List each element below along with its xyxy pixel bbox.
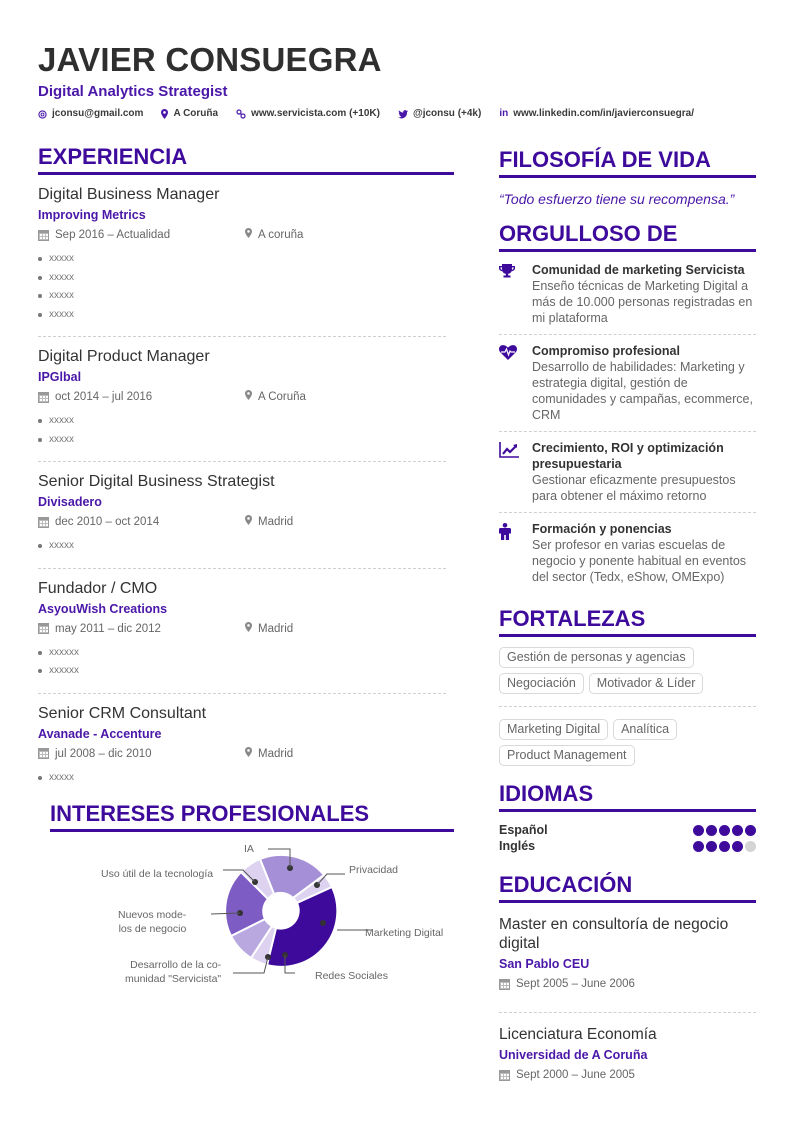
job-title: Senior CRM Consultant bbox=[38, 704, 207, 722]
section-heading-idiomas: IDIOMAS bbox=[499, 780, 756, 812]
education-dates: Sept 2000 – June 2005 bbox=[516, 1069, 635, 1081]
job-dates: oct 2014 – jul 2016 bbox=[55, 391, 153, 403]
bullet-item: xxxxx bbox=[38, 306, 446, 325]
location-pin-icon bbox=[245, 621, 252, 637]
language-item bbox=[499, 838, 756, 854]
degree-title: Master en consultoría de negocio digital bbox=[499, 916, 729, 952]
strength-tag: Motivador & Líder bbox=[589, 673, 704, 694]
language-name: Inglés bbox=[499, 839, 536, 853]
strength-tag: Product Management bbox=[499, 745, 635, 766]
language-level-4-of-5 bbox=[693, 841, 756, 852]
trophy-icon bbox=[499, 262, 532, 326]
life-quote: “Todo esfuerzo tiene su recompensa.” bbox=[499, 191, 735, 207]
job-company: AsyouWish Creations bbox=[38, 601, 168, 616]
achievement-title: Formación y ponencias bbox=[532, 522, 672, 536]
school-name: Universidad de A Coruña bbox=[499, 1048, 648, 1062]
contact-linkedin[interactable]: in www.linkedin.com/in/javierconsuegra/ bbox=[499, 108, 695, 119]
person-name: JAVIER CONSUEGRA bbox=[38, 41, 382, 78]
language-name: Español bbox=[499, 823, 548, 837]
contact-website[interactable]: www.servicista.com (+10K) bbox=[236, 107, 380, 121]
experience-entry bbox=[38, 175, 446, 337]
section-heading-filosofia: FILOSOFÍA DE VIDA bbox=[499, 146, 756, 178]
bullet-item: xxxxx bbox=[38, 537, 446, 556]
achievement-item bbox=[499, 432, 756, 513]
section-heading-intereses: INTERESES PROFESIONALES bbox=[50, 800, 454, 832]
achievement-item bbox=[499, 513, 756, 593]
bullet-item: xxxxx bbox=[38, 412, 446, 431]
job-title: Digital Product Manager bbox=[38, 348, 210, 365]
job-location: Madrid bbox=[258, 747, 294, 760]
left-column bbox=[38, 143, 454, 791]
label-privacidad: Privacidad bbox=[349, 864, 399, 876]
strength-tag: Negociación bbox=[499, 673, 584, 694]
job-location: Madrid bbox=[258, 516, 294, 528]
achievement-title: Comunidad de marketing Servicista bbox=[532, 263, 745, 277]
section-heading-orgulloso: ORGULLOSO DE bbox=[499, 220, 756, 252]
experience-entry bbox=[38, 694, 446, 792]
strength-tag: Marketing Digital bbox=[499, 719, 608, 740]
strengths-group-1 bbox=[499, 637, 756, 707]
job-title: Digital Business Manager bbox=[38, 186, 220, 203]
location-pin-icon bbox=[245, 514, 252, 530]
education-entry bbox=[499, 1013, 756, 1095]
label-nuevos-modelos: Nuevos mode- los de negocio bbox=[118, 909, 187, 935]
job-dates: may 2011 – dic 2012 bbox=[55, 622, 161, 635]
job-bullets bbox=[38, 769, 446, 788]
calendar-icon bbox=[38, 230, 49, 241]
label-desarrollo-comunidad: Desarrollo de la co- munidad "Servicista" bbox=[125, 959, 222, 985]
job-bullets bbox=[38, 412, 446, 449]
section-heading-experiencia: EXPERIENCIA bbox=[38, 143, 454, 175]
degree-title: Licenciatura Economía bbox=[499, 1026, 657, 1043]
achievement-title: Compromiso profesional bbox=[532, 344, 680, 358]
calendar-icon bbox=[38, 392, 49, 403]
job-dates: Sep 2016 – Actualidad bbox=[55, 229, 171, 241]
section-heading-fortalezas: FORTALEZAS bbox=[499, 605, 756, 637]
education-dates: Sept 2005 – June 2006 bbox=[516, 978, 635, 990]
person-icon bbox=[499, 521, 532, 585]
at-icon bbox=[38, 110, 47, 119]
bullet-item: xxxxx bbox=[38, 431, 446, 450]
job-location: A Coruña bbox=[258, 391, 306, 403]
interests-section bbox=[50, 800, 454, 996]
label-redes-sociales: Redes Sociales bbox=[315, 970, 388, 982]
language-item bbox=[499, 822, 756, 838]
bullet-item: xxxxx bbox=[38, 269, 446, 288]
location-pin-icon bbox=[245, 227, 252, 243]
label-ia: IA bbox=[244, 843, 254, 855]
label-uso-util: Uso útil de la tecnología bbox=[101, 868, 214, 880]
achievements-list bbox=[499, 254, 756, 593]
bullet-item: xxxxx bbox=[38, 769, 446, 788]
bullet-item: xxxxx bbox=[38, 250, 446, 269]
experience-entry bbox=[38, 462, 446, 569]
job-title: Senior Digital Business Strategist bbox=[38, 473, 275, 490]
donut-svg bbox=[50, 836, 470, 996]
job-location: Madrid bbox=[258, 622, 294, 635]
achievement-desc: Ser profesor en varias escuelas de negocio y ponente habitual en eventos del sector (Tedx, eShow, OMExpo) bbox=[532, 538, 747, 584]
job-company: Improving Metrics bbox=[38, 208, 146, 222]
job-bullets bbox=[38, 537, 446, 556]
language-level-5-of-5 bbox=[693, 825, 756, 836]
job-location: A coruña bbox=[258, 229, 304, 241]
job-dates: dec 2010 – oct 2014 bbox=[55, 516, 160, 528]
calendar-icon bbox=[499, 1070, 510, 1081]
bullet-item: xxxxxx bbox=[38, 644, 446, 663]
bullet-item: xxxxxx bbox=[38, 662, 446, 681]
contact-email[interactable]: jconsu@gmail.com bbox=[38, 107, 143, 121]
strengths-group-2 bbox=[499, 707, 756, 776]
strength-tag: Analítica bbox=[613, 719, 677, 740]
experience-entry bbox=[38, 337, 446, 462]
bullet-item: xxxxx bbox=[38, 287, 446, 306]
languages-list bbox=[499, 822, 756, 854]
achievement-title: Crecimiento, ROI y optimización presupuestaria bbox=[532, 441, 724, 471]
achievement-desc: Enseño técnicas de Marketing Digital a más de 10.000 personas registradas en mi plataforma bbox=[532, 279, 753, 325]
strength-tag: Gestión de personas y agencias bbox=[499, 647, 694, 668]
location-pin-icon bbox=[161, 109, 168, 119]
education-list bbox=[499, 903, 756, 1095]
school-name: San Pablo CEU bbox=[499, 957, 590, 971]
job-bullets bbox=[38, 250, 446, 324]
section-heading-educacion: EDUCACIÓN bbox=[499, 871, 756, 903]
calendar-icon bbox=[38, 748, 49, 759]
label-marketing-digital: Marketing Digital bbox=[365, 927, 444, 939]
achievement-desc: Desarrollo de habilidades: Marketing y estrategia digital, gestión de comunidades y campañas, ecommerce, CRM bbox=[532, 360, 753, 422]
line-chart-icon bbox=[499, 440, 532, 504]
experience-entry bbox=[38, 569, 446, 694]
contact-twitter[interactable]: @jconsu (+4k) bbox=[398, 107, 481, 121]
achievement-item bbox=[499, 335, 756, 432]
calendar-icon bbox=[38, 517, 49, 528]
job-company: Divisadero bbox=[38, 495, 102, 509]
resume-header bbox=[38, 40, 758, 121]
heartbeat-icon bbox=[499, 343, 532, 423]
job-title: Fundador / CMO bbox=[38, 579, 158, 597]
job-bullets bbox=[38, 644, 446, 681]
calendar-icon bbox=[499, 979, 510, 990]
link-icon bbox=[236, 109, 246, 119]
experience-list bbox=[38, 175, 454, 791]
contact-location: A Coruña bbox=[161, 107, 218, 121]
interests-donut-chart bbox=[50, 836, 470, 996]
linkedin-icon: in bbox=[499, 108, 509, 119]
job-dates: jul 2008 – dic 2010 bbox=[55, 747, 152, 760]
education-entry bbox=[499, 903, 756, 1013]
achievement-desc: Gestionar eficazmente presupuestos para obtener el máximo retorno bbox=[532, 473, 736, 503]
contact-bar bbox=[38, 107, 758, 121]
calendar-icon bbox=[38, 623, 49, 634]
location-pin-icon bbox=[245, 389, 252, 405]
location-pin-icon bbox=[245, 746, 252, 762]
job-headline: Digital Analytics Strategist bbox=[38, 83, 228, 100]
job-company: IPGlbal bbox=[38, 370, 82, 384]
twitter-icon bbox=[398, 110, 408, 119]
job-company: Avanade - Accenture bbox=[38, 726, 162, 741]
right-column bbox=[499, 146, 756, 1095]
achievement-item bbox=[499, 254, 756, 335]
